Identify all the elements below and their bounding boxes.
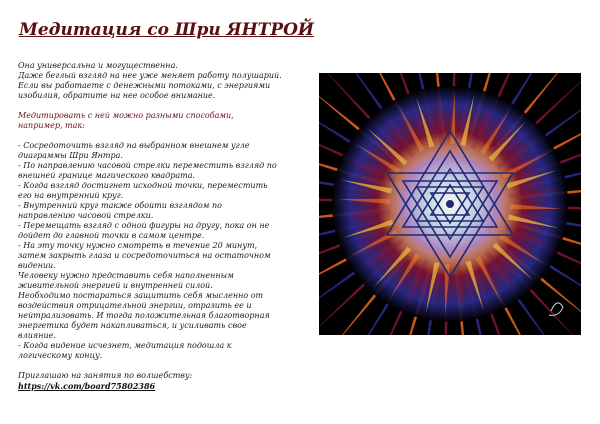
step-line: нейтрализовать. И тогда положительная благотворная (18, 311, 270, 320)
step-line: видении. (18, 261, 56, 270)
methods-heading-line: например, так: (18, 121, 85, 130)
step-line: диаграммы Шри Янтра. (18, 151, 123, 160)
paragraph-gap (18, 131, 308, 141)
step-line: логическому концу. (18, 351, 103, 360)
methods-heading-line: Медитировать с ней можно разными способами, (18, 111, 234, 120)
step-line: - На эту точку нужно смотреть в течение 20 минут, (18, 241, 258, 250)
step-line: - Перемещать взгляд с одной фигуры на другу, пока он не (18, 221, 270, 230)
step-line: затем закрыть глаза и сосредоточиться на остаточном (18, 251, 271, 260)
article-body (18, 61, 308, 391)
intro-line: Она универсальна и могущественна. (18, 61, 178, 70)
step-line: дойдет до главной точки в самом центре. (18, 231, 205, 240)
step-line: энергетика будет накапливаться, и усиливать свое (18, 321, 247, 330)
paragraph-gap (18, 361, 308, 371)
step-line: Человеку нужно представить себя наполненным (18, 271, 234, 280)
step-line: - Сосредоточить взгляд на выбранном внешнем угле (18, 141, 250, 150)
sri-yantra-icon (319, 73, 581, 335)
document-title: Медитация со Шри ЯНТРОЙ (19, 20, 314, 40)
bindu (446, 200, 454, 208)
step-line: - Когда взгляд достигнет исходной точки, переместить (18, 181, 268, 190)
intro-line: изобилия, обратите на нее особое внимание. (18, 91, 216, 100)
step-line: Необходимо постараться защитить себя мысленно от (18, 291, 264, 300)
intro-line: Если вы работаете с денежными потоками, с энергиями (18, 81, 271, 90)
step-line: внешней границе магического квадрата. (18, 171, 195, 180)
step-line: влияние. (18, 331, 56, 340)
step-line: - По направлению часовой стрелки переместить взгляд по (18, 161, 277, 170)
intro-line: Даже беглый взгляд на нее уже меняет работу полушарий. (18, 71, 282, 80)
sri-yantra-image (319, 73, 581, 335)
step-line: - Когда видение исчезнет, медитация подошла к (18, 341, 232, 350)
step-line: направлению часовой стрелки. (18, 211, 154, 220)
paragraph-gap (18, 101, 308, 111)
step-line: его на внутренний круг. (18, 191, 124, 200)
vk-link[interactable]: https://vk.com/board75802386 (18, 381, 156, 391)
step-line: живительной энергией и внутренней силой. (18, 281, 213, 290)
step-line: воздействия отрицательной энергии, отразить ее и (18, 301, 252, 310)
invite-text: Приглашаю на занятия по волшебству: (18, 371, 193, 380)
step-line: - Внутренний круг также обойти взглядом по (18, 201, 222, 210)
